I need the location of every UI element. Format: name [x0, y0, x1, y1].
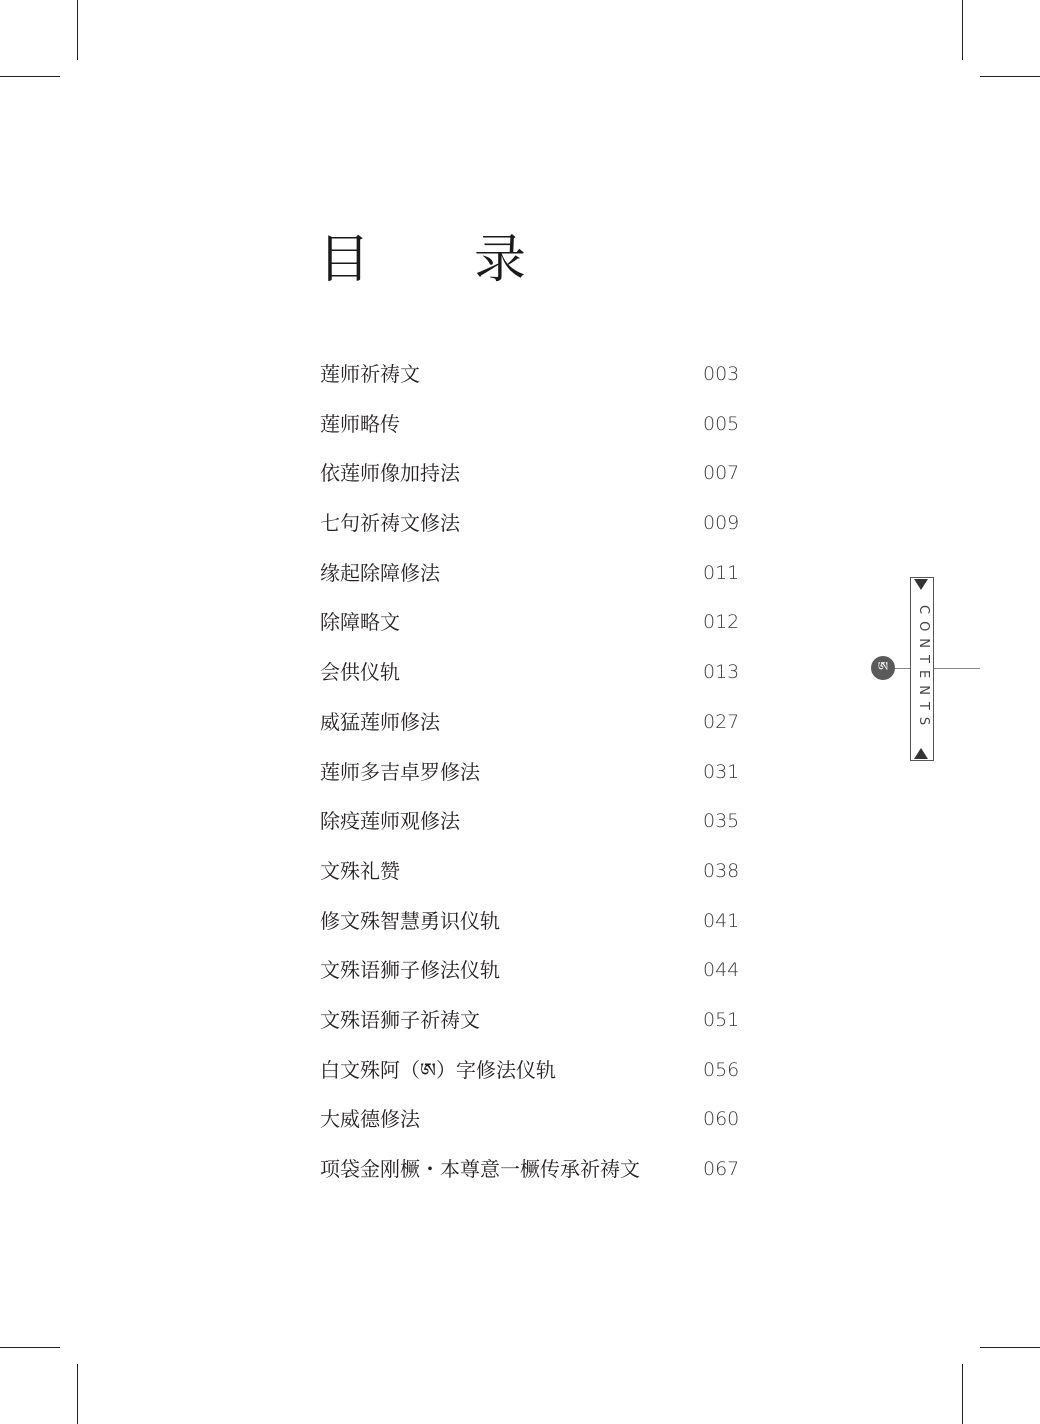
- tab-connector-line: [895, 668, 910, 669]
- toc-entry-page-number: 067: [703, 1158, 740, 1180]
- toc-entry-title: 七句祈祷文修法: [320, 511, 460, 536]
- contents-side-tab: [910, 577, 934, 761]
- toc-entry-page-number: 038: [703, 859, 740, 882]
- toc-entry[interactable]: [320, 1144, 740, 1194]
- crop-mark: [0, 76, 60, 77]
- toc-entry-title: 项袋金刚橛・本尊意一橛传承祈祷文: [320, 1157, 640, 1181]
- toc-entry[interactable]: [320, 796, 740, 846]
- crop-mark: [77, 1364, 78, 1424]
- toc-entry[interactable]: [320, 548, 740, 598]
- toc-entry-page-number: 027: [703, 710, 740, 733]
- toc-entry[interactable]: [320, 349, 740, 399]
- toc-entry[interactable]: [320, 846, 740, 896]
- toc-entry-title: 白文殊阿（ཨ）字修法仪轨: [320, 1057, 557, 1082]
- toc-entry[interactable]: [320, 1045, 740, 1095]
- toc-entry[interactable]: [320, 647, 740, 697]
- toc-entry-page-number: 035: [703, 810, 740, 833]
- toc-entry-page-number: 044: [703, 959, 740, 982]
- toc-entry-page-number: 011: [703, 561, 740, 584]
- toc-entry-page-number: 009: [703, 512, 740, 535]
- toc-entry[interactable]: [320, 498, 740, 548]
- contents-label: CONTENTS: [916, 605, 931, 733]
- toc-entry-title: 莲师多吉卓罗修法: [320, 759, 480, 784]
- toc-entry-page-number: 003: [703, 363, 740, 385]
- toc-entry-page-number: 005: [703, 412, 740, 435]
- page-title: 目 录: [318, 230, 553, 290]
- toc-entry-title: 会供仪轨: [320, 660, 400, 685]
- tibetan-a-seal-icon: ཨ: [871, 656, 895, 680]
- toc-entry[interactable]: [320, 399, 740, 449]
- crop-mark: [0, 1347, 60, 1348]
- toc-entry[interactable]: [320, 697, 740, 747]
- table-of-contents: [320, 349, 740, 1194]
- toc-entry-page-number: 013: [703, 661, 740, 684]
- toc-entry[interactable]: [320, 448, 740, 498]
- toc-entry-title: 修文殊智慧勇识仪轨: [320, 908, 500, 933]
- toc-entry-page-number: 007: [703, 462, 740, 485]
- toc-entry-title: 威猛莲师修法: [320, 709, 440, 734]
- crop-mark: [962, 1364, 963, 1424]
- toc-entry[interactable]: [320, 1094, 740, 1144]
- toc-entry[interactable]: [320, 896, 740, 946]
- toc-entry[interactable]: [320, 747, 740, 797]
- crop-mark: [980, 76, 1040, 77]
- toc-entry-title: 文殊语狮子修法仪轨: [320, 958, 500, 983]
- toc-entry-title: 依莲师像加持法: [320, 461, 460, 486]
- toc-entry-page-number: 056: [703, 1058, 740, 1081]
- crop-mark: [980, 1347, 1040, 1348]
- crop-mark: [962, 0, 963, 60]
- toc-entry-title: 缘起除障修法: [320, 560, 440, 585]
- toc-entry-title: 除疫莲师观修法: [320, 809, 460, 834]
- triangle-down-icon: [914, 579, 928, 590]
- toc-entry-page-number: 012: [703, 611, 740, 634]
- toc-entry-page-number: 051: [703, 1008, 740, 1031]
- crop-mark: [77, 0, 78, 60]
- toc-entry-title: 文殊礼赞: [320, 858, 400, 883]
- tab-connector-line: [934, 668, 980, 669]
- toc-entry[interactable]: [320, 995, 740, 1045]
- toc-entry-title: 莲师祈祷文: [320, 362, 420, 386]
- toc-entry-title: 除障略文: [320, 610, 400, 635]
- toc-entry-title: 大威德修法: [320, 1107, 420, 1132]
- toc-entry[interactable]: [320, 597, 740, 647]
- toc-entry-title: 文殊语狮子祈祷文: [320, 1007, 480, 1032]
- toc-entry-page-number: 060: [703, 1108, 740, 1131]
- toc-entry[interactable]: [320, 945, 740, 995]
- triangle-up-icon: [914, 748, 928, 759]
- toc-entry-title: 莲师略传: [320, 411, 400, 436]
- toc-entry-page-number: 041: [703, 909, 740, 932]
- toc-entry-page-number: 031: [703, 760, 740, 783]
